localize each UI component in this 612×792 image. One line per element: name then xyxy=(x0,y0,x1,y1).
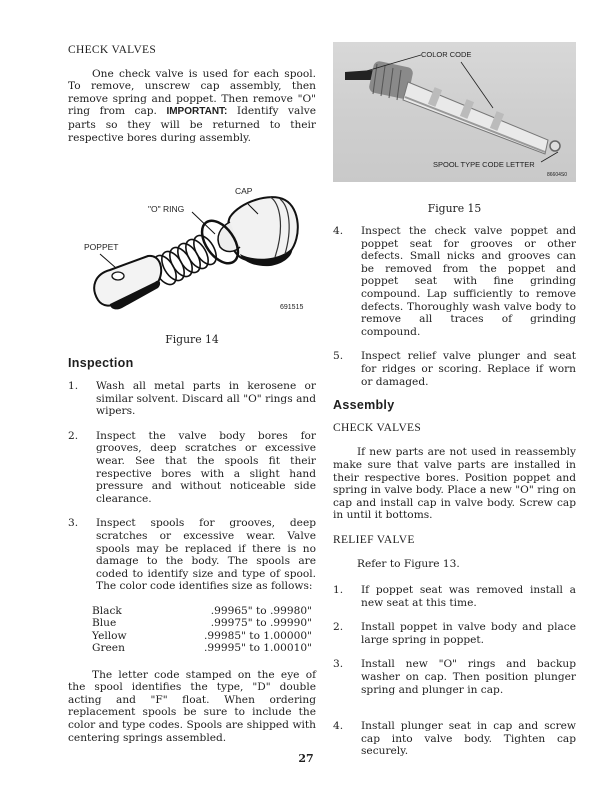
figure-14-image-number: 691515 xyxy=(280,304,304,311)
assembly-check-valves-paragraph: If new parts are not used in reassembly make sure that valve parts are installed in their respective bores. Position poppet and spring in valve body. Place a new "O" ring on cap and install cap in valve body. Screw cap in until it bottoms. xyxy=(333,446,576,522)
o-ring-label: "O" RING xyxy=(148,204,185,214)
relief-valve-heading: RELIEF VALVE xyxy=(333,533,415,546)
inspection-item-1: 1. Wash all metal parts in kerosene or similar solvent. Discard all "O" rings and wipers. xyxy=(68,380,316,418)
page-number: 27 xyxy=(298,752,314,765)
spool-type-code-letter-label: SPOOL TYPE CODE LETTER xyxy=(433,160,535,169)
right-column xyxy=(333,225,576,758)
color-code-label: COLOR CODE xyxy=(421,50,472,59)
cap-label: CAP xyxy=(235,186,253,196)
figure-15-image-number: 86604S0 xyxy=(547,172,568,178)
poppet-label: POPPET xyxy=(84,242,119,252)
check-valves-heading: CHECK VALVES xyxy=(68,44,157,56)
figure-15-caption: Figure 15 xyxy=(427,202,482,215)
figure-14 xyxy=(80,182,310,322)
assembly-check-valves-heading: CHECK VALVES xyxy=(333,421,422,434)
letter-code-paragraph: The letter code stamped on the eye of the spool identifies the type, "D" double acting and "F" float. When ordering replacement spools be sure to include the color and type codes. Spools are shipped with centering springs assembled. xyxy=(68,668,316,744)
inspection-item-5: 5. Inspect relief valve plunger and seat for ridges or scoring. Replace if worn or damaged. xyxy=(333,350,576,388)
relief-item-3: 3. Install new "O" rings and backup washer on cap. Then position plunger spring and plunger in cap. xyxy=(333,658,576,696)
check-valve-exploded-illustration xyxy=(80,182,310,322)
important-label: IMPORTANT: xyxy=(166,106,228,118)
size-row: Yellow .99985" to 1.00000" xyxy=(92,629,312,642)
inspection-item-3: 3. Inspect spools for grooves, deep scratches or excessive wear. Valve spools may be replaced if there is no damage to the body. The spools are coded to identify size and type of spool. The color code identifies size as follows: xyxy=(68,517,316,593)
relief-item-2: 2. Install poppet in valve body and place large spring in poppet. xyxy=(333,621,576,646)
assembly-heading: Assembly xyxy=(333,398,395,413)
size-row: Green .99995" to 1.00010" xyxy=(92,642,312,655)
figure-14-caption: Figure 14 xyxy=(165,333,219,346)
inspection-item-2: 2. Inspect the valve body bores for grooves, deep scratches or excessive wear. See that the spools fit their respective bores with a slight hand pressure and without noticeable side clearance. xyxy=(68,429,316,505)
relief-valve-reference: Refer to Figure 13. xyxy=(357,558,460,571)
inspection-item-4: 4. Inspect the check valve poppet and poppet seat for grooves or other defects. Small nicks and grooves can be removed from the poppet and poppet seat with fine grinding compound. Lap sufficiently to remove defects. Thoroughly wash valve body to remove all traces of grinding compound. xyxy=(333,225,576,338)
check-valves-paragraph: One check valve is used for each spool. To remove, unscrew cap assembly, then remove spring and poppet. Then remove "O" ring from cap. IMPORTANT: Identify valve parts so they will be returned to their respective bores during assembly. xyxy=(68,67,316,144)
relief-item-4: 4. Install plunger seat in cap and screw cap into valve body. Tighten cap securely. xyxy=(333,720,576,758)
size-row: Blue .99975" to .99990" xyxy=(92,617,312,630)
left-column xyxy=(68,44,316,144)
inspection-list xyxy=(68,380,316,744)
size-row: Black .99965" to .99980" xyxy=(92,604,312,617)
poppet-drawing xyxy=(94,256,161,310)
figure-15-photo xyxy=(333,42,576,182)
inspection-heading: Inspection xyxy=(68,356,134,370)
spool-color-size-table xyxy=(92,605,312,655)
relief-item-1: 1. If poppet seat was removed install a new seat at this time. xyxy=(333,584,576,609)
